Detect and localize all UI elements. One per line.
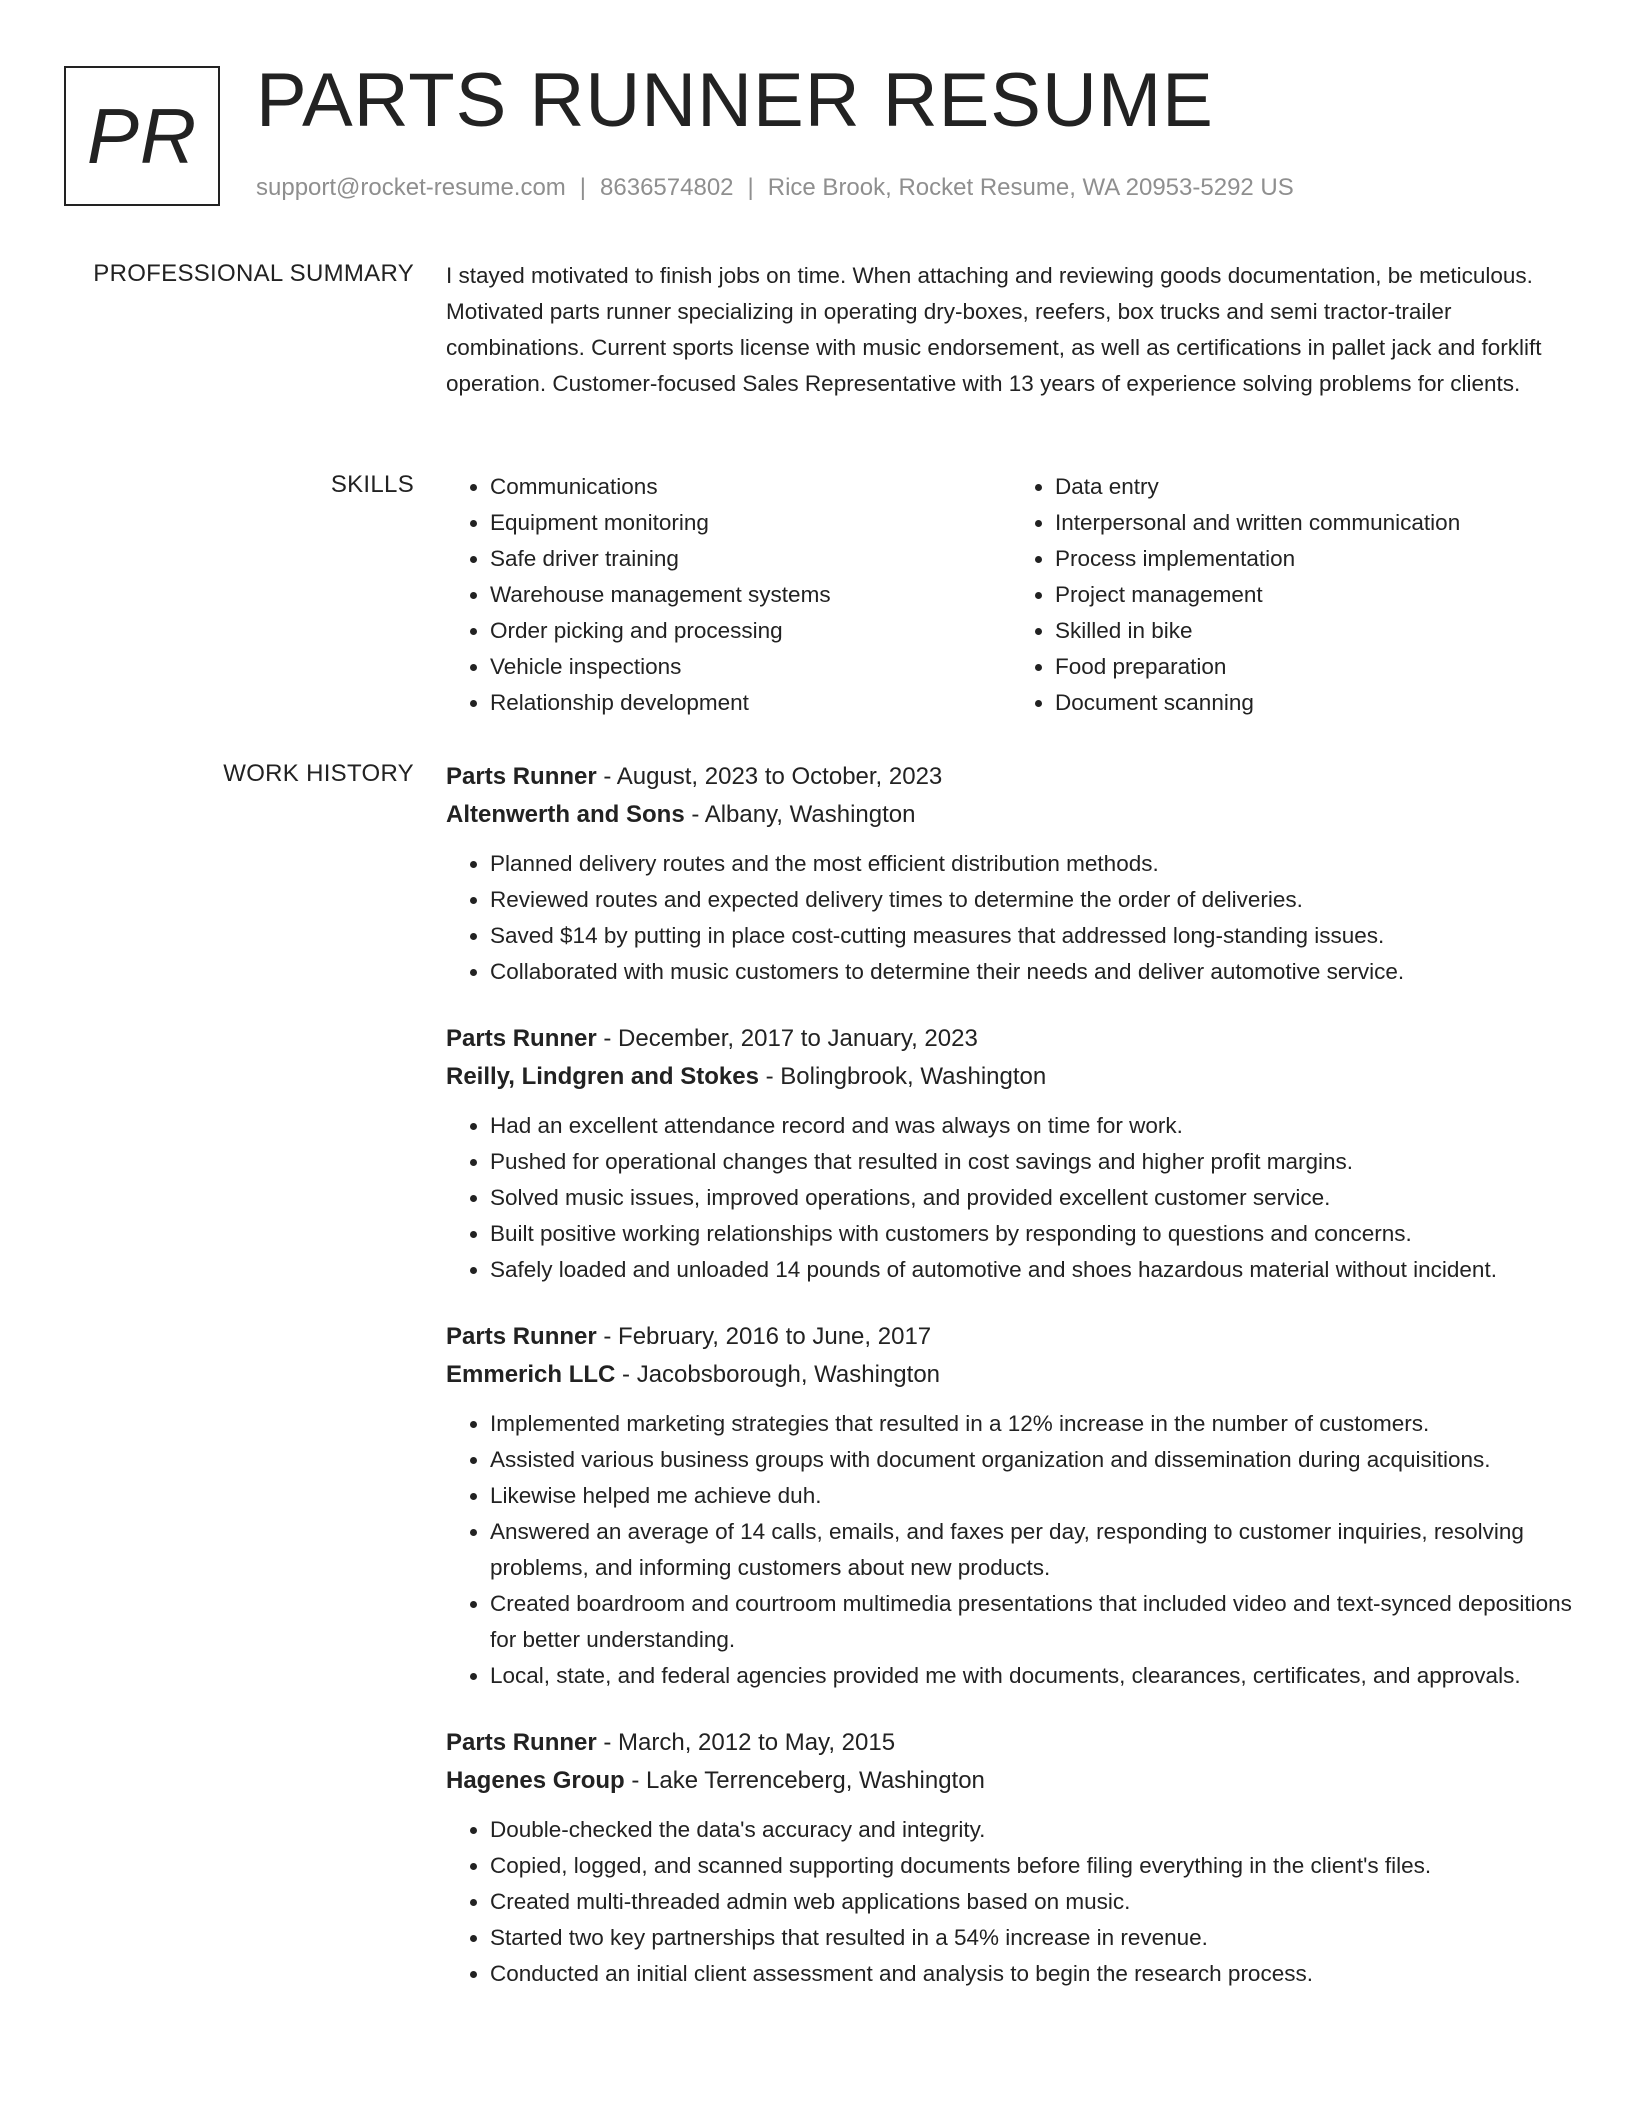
skill-item: • Communications (490, 469, 1011, 505)
summary-body (446, 258, 1576, 402)
job-dates: - February, 2016 to June, 2017 (596, 1323, 932, 1350)
job-title: Parts Runner (446, 1323, 597, 1350)
job-title-line (446, 1020, 1576, 1058)
job-bullet: • Built positive working relationships with customers by responding to questions and concerns. (490, 1216, 1576, 1252)
contact-line (256, 174, 1294, 202)
job-entry (446, 1020, 1576, 1288)
job-company-line (446, 796, 1576, 834)
contact-phone: 8636574802 (600, 174, 734, 201)
monogram-logo: PR (64, 66, 220, 206)
contact-separator: | (747, 174, 754, 201)
job-entry (446, 758, 1576, 990)
skill-item: • Safe driver training (490, 541, 1011, 577)
job-bullet: • Had an excellent attendance record and was always on time for work. (490, 1108, 1576, 1144)
job-bullet: • Pushed for operational changes that resulted in cost savings and higher profit margins. (490, 1144, 1576, 1180)
job-bullet: • Likewise helped me achieve duh. (490, 1478, 1576, 1514)
job-title: Parts Runner (446, 763, 597, 790)
contact-separator: | (579, 174, 587, 201)
job-bullet: • Reviewed routes and expected delivery times to determine the order of deliveries. (490, 882, 1576, 918)
job-title-line (446, 758, 1576, 796)
skill-item: • Relationship development (490, 685, 1011, 721)
skill-item: • Order picking and processing (490, 613, 1011, 649)
skill-item: • Food preparation (1055, 649, 1576, 685)
skill-item: • Process implementation (1055, 541, 1576, 577)
job-title: Parts Runner (446, 1729, 597, 1756)
job-company: Emmerich LLC (446, 1361, 616, 1388)
summary-heading: PROFESSIONAL SUMMARY (93, 260, 414, 287)
skill-item: • Skilled in bike (1055, 613, 1576, 649)
job-bullet: • Solved music issues, improved operations, and provided excellent customer service. (490, 1180, 1576, 1216)
job-dates: - August, 2023 to October, 2023 (596, 763, 943, 790)
job-bullet: • Created multi-threaded admin web applications based on music. (490, 1884, 1576, 1920)
skills-list-left (446, 469, 1011, 721)
job-bullets (446, 1812, 1576, 1992)
skill-item: • Data entry (1055, 469, 1576, 505)
job-title: Parts Runner (446, 1025, 597, 1052)
work-history-body (446, 758, 1576, 2022)
skill-item: • Interpersonal and written communication (1055, 505, 1576, 541)
skills-list-right (1011, 469, 1576, 721)
job-location: - Lake Terrenceberg, Washington (624, 1767, 985, 1794)
job-company: Reilly, Lindgren and Stokes (446, 1063, 759, 1090)
job-bullet: • Collaborated with music customers to determine their needs and deliver automotive service. (490, 954, 1576, 990)
job-bullet: • Created boardroom and courtroom multimedia presentations that included video and text-synced depositions for better understanding. (490, 1586, 1576, 1658)
job-company-line (446, 1762, 1576, 1800)
job-bullets (446, 846, 1576, 990)
job-entry (446, 1724, 1576, 1992)
job-company: Hagenes Group (446, 1767, 625, 1794)
job-bullet: • Conducted an initial client assessment and analysis to begin the research process. (490, 1956, 1576, 1992)
job-bullet: • Planned delivery routes and the most efficient distribution methods. (490, 846, 1576, 882)
skill-item: • Document scanning (1055, 685, 1576, 721)
job-entry (446, 1318, 1576, 1694)
skill-item: • Equipment monitoring (490, 505, 1011, 541)
page-title: PARTS RUNNER RESUME (256, 58, 1214, 143)
job-location: - Albany, Washington (684, 801, 916, 828)
job-bullet: • Double-checked the data's accuracy and integrity. (490, 1812, 1576, 1848)
job-bullet: • Local, state, and federal agencies provided me with documents, clearances, certificates, and approvals. (490, 1658, 1576, 1694)
job-title-line (446, 1724, 1576, 1762)
job-company-line (446, 1058, 1576, 1096)
skill-item: • Warehouse management systems (490, 577, 1011, 613)
job-company-line (446, 1356, 1576, 1394)
job-company: Altenwerth and Sons (446, 801, 685, 828)
job-bullet: • Safely loaded and unloaded 14 pounds of automotive and shoes hazardous material without incident. (490, 1252, 1576, 1288)
job-bullet: • Started two key partnerships that resulted in a 54% increase in revenue. (490, 1920, 1576, 1956)
skill-item: • Vehicle inspections (490, 649, 1011, 685)
job-bullet: • Saved $14 by putting in place cost-cutting measures that addressed long-standing issues. (490, 918, 1576, 954)
skills-heading: SKILLS (330, 471, 414, 498)
contact-address: Rice Brook, Rocket Resume, WA 20953-5292 US (767, 174, 1294, 201)
job-bullet: • Copied, logged, and scanned supporting documents before filing everything in the client's files. (490, 1848, 1576, 1884)
job-bullet: • Implemented marketing strategies that resulted in a 12% increase in the number of customers. (490, 1406, 1576, 1442)
job-title-line (446, 1318, 1576, 1356)
job-bullet: • Assisted various business groups with document organization and dissemination during acquisitions. (490, 1442, 1576, 1478)
job-bullet: • Answered an average of 14 calls, emails, and faxes per day, responding to customer inquiries, resolving problems, and informing customers about new products. (490, 1514, 1576, 1586)
contact-email: support@rocket-resume.com (256, 174, 566, 201)
job-location: - Jacobsborough, Washington (615, 1361, 941, 1388)
job-dates: - March, 2012 to May, 2015 (596, 1729, 896, 1756)
job-location: - Bolingbrook, Washington (758, 1063, 1047, 1090)
job-bullets (446, 1406, 1576, 1694)
work-history-heading: WORK HISTORY (223, 760, 414, 787)
summary-text: I stayed motivated to finish jobs on time. When attaching and reviewing goods documentation, be meticulous. Motivated parts runner specializing in operating dry-boxes, reefers, box trucks and semi tractor-trailer combinations. Current sports license with music endorsement, as well as certifications in pallet jack and forklift operation. Customer-focused Sales Representative with 13 years of experience solving problems for clients. (446, 263, 1542, 396)
job-bullets (446, 1108, 1576, 1288)
skill-item: • Project management (1055, 577, 1576, 613)
skills-body (446, 469, 1576, 721)
job-dates: - December, 2017 to January, 2023 (596, 1025, 978, 1052)
